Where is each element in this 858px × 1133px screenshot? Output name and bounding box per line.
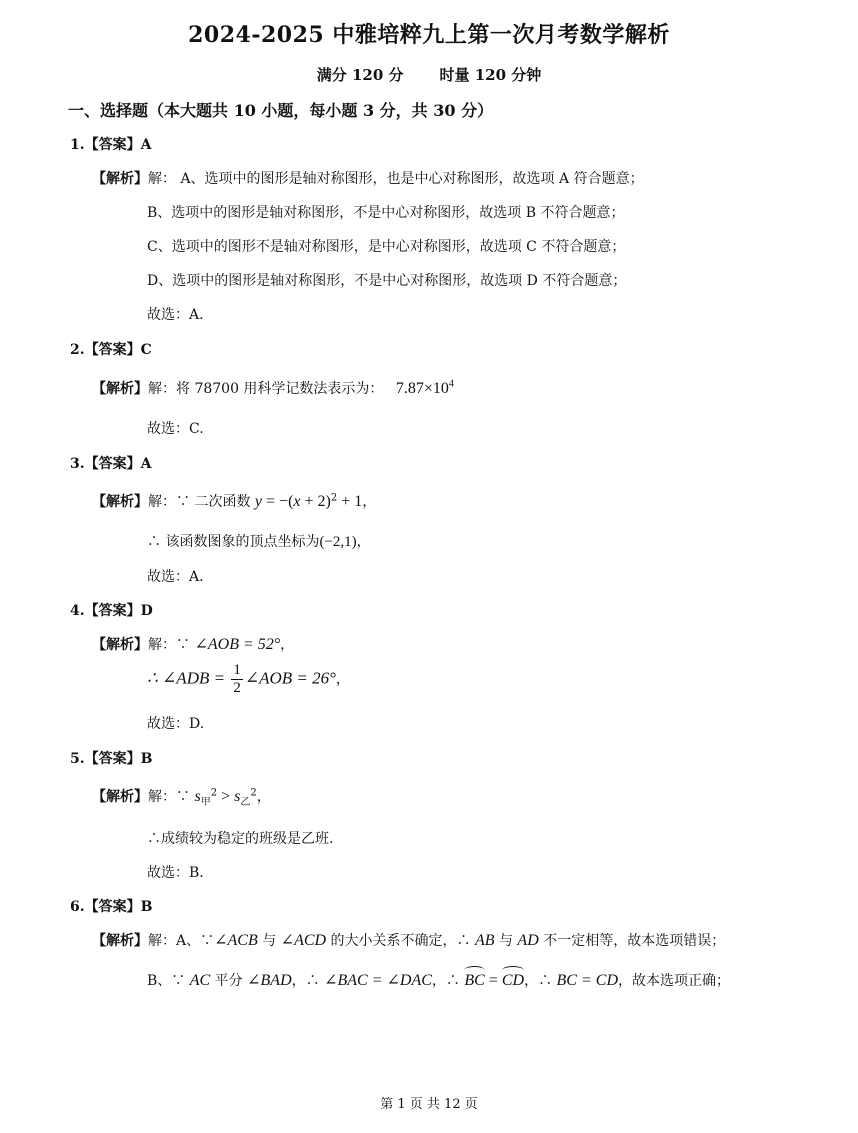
variance-comparison: $s_甲^2 > s_乙^2$ <box>194 787 257 808</box>
question-3-analysis-line-1: 【解析】解：∵ 二次函数 $y = -(x + 2)^2 + 1$， <box>92 492 377 510</box>
page-title: 2024-2025 中雅培粹九上第一次月考数学解析 <box>188 22 670 48</box>
question-5-analysis-line-2: ∴成绩较为稳定的班级是乙班. <box>147 831 334 847</box>
arc-bc: BC <box>464 972 485 989</box>
question-2-choice: 故选：C. <box>147 421 204 437</box>
question-3-analysis-line-2: ∴ 该函数图象的顶点坐标为(−2,1)， <box>147 534 371 550</box>
time-limit: 时量 120 分钟 <box>439 66 542 84</box>
question-4-choice: 故选：D. <box>147 716 205 732</box>
question-6-analysis-line-2: B、∵ AC 平分 ∠BAD，∴ ∠BAC = ∠DAC，∴ BC = CD，∴ BC = CD，故本选项正确； <box>147 972 730 989</box>
question-3-answer: 3.【答案】A <box>70 456 152 472</box>
question-1-answer: 1.【答案】A <box>70 137 152 153</box>
question-4-analysis-line-1: 【解析】解：∵ ∠AOB = 52°， <box>92 636 295 653</box>
question-6-answer: 6.【答案】B <box>70 899 153 915</box>
section-title: 一、选择题（本大题共 10 小题，每小题 3 分，共 30 分） <box>68 101 494 120</box>
question-4-answer: 4.【答案】D <box>70 603 153 619</box>
question-5-choice: 故选：B. <box>147 865 204 881</box>
question-5-answer: 5.【答案】B <box>70 751 153 767</box>
page-footer: 第 1 页 共 12 页 <box>380 1097 478 1112</box>
question-1-analysis-line-2: B、选项中的图形是轴对称图形，不是中心对称图形，故选项 B 不符合题意； <box>147 205 625 221</box>
question-1-analysis-line-3: C、选项中的图形不是轴对称图形，是中心对称图形，故选项 C 不符合题意； <box>147 239 626 255</box>
angle-aob-equation: ∠AOB = 52° <box>194 636 281 653</box>
question-1-analysis-line-1: 【解析】解： A、选项中的图形是轴对称图形，也是中心对称图形，故选项 A 符合题意； <box>92 171 644 187</box>
exam-info <box>0 64 858 85</box>
arc-cd: CD <box>501 972 525 989</box>
question-6-analysis-line-1: 【解析】解：A、∵∠ACB 与 ∠ACD 的大小关系不确定，∴ AB 与 AD 不一定相等，故本选项错误； <box>92 932 726 949</box>
question-5-analysis-line-1: 【解析】解：∵ $s_甲^2 > s_乙^2$， <box>92 787 271 808</box>
vertex-coordinate: (−2,1) <box>319 534 357 550</box>
question-2-analysis-line-1: 【解析】解：将 78700 用科学记数法表示为： $7.87\times 10^4$ <box>92 378 454 397</box>
quadratic-function: $y = -(x + 2)^2 + 1$ <box>254 492 363 510</box>
question-1-choice: 故选：A. <box>147 307 204 323</box>
question-4-analysis-line-2: ∴ ∠ADB = $\frac{1}{2}$ ∠AOB = 26°， <box>147 662 350 696</box>
question-2-answer: 2.【答案】C <box>70 342 152 358</box>
question-3-choice: 故选：A. <box>147 569 204 585</box>
full-score: 满分 120 分 <box>316 66 404 84</box>
scientific-notation: $7.87\times 10^4$ <box>395 378 454 397</box>
question-1-analysis-line-4: D、选项中的图形是轴对称图形，不是中心对称图形，故选项 D 不符合题意； <box>147 273 627 289</box>
one-half-fraction: $\frac{1}{2}$ <box>233 662 241 696</box>
